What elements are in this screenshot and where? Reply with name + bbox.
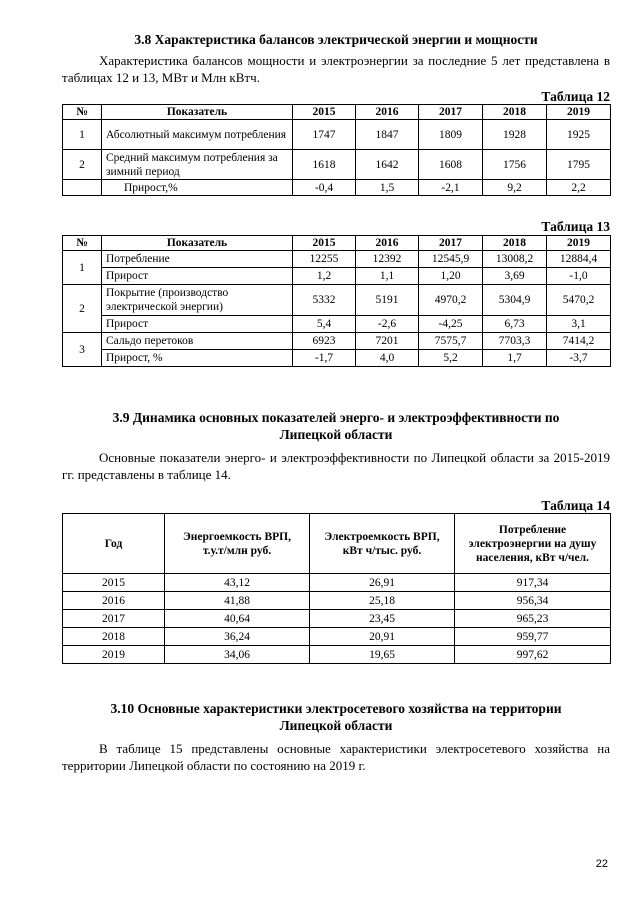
table-cell: 2018 [63,628,165,646]
table-row [63,268,611,285]
section-3-8-title: 3.8 Характеристика балансов электрической энергии и мощности [134,32,538,47]
table-header-cell: 2018 [483,105,547,120]
table-cell: 26,91 [310,574,455,592]
table-cell: Прирост,% [102,180,293,196]
table-cell: 12884,4 [547,251,611,268]
table-cell: 2016 [63,592,165,610]
table-cell: 956,34 [455,592,611,610]
table-cell: 5191 [356,285,419,316]
table-cell: 965,23 [455,610,611,628]
table-row [63,285,611,316]
table-header-cell: № [63,105,102,120]
table-header-cell: 2016 [356,236,419,251]
table-cell: 12392 [356,251,419,268]
table-cell: 12255 [293,251,356,268]
table-cell: 25,18 [310,592,455,610]
table-row [63,610,611,628]
table-cell: 5332 [293,285,356,316]
table-cell: 2017 [63,610,165,628]
table-row [63,316,611,333]
table-cell: 7703,3 [483,333,547,350]
table-header-cell: 2019 [547,105,611,120]
table-cell: 997,62 [455,646,611,664]
table-cell: 1618 [293,150,356,180]
table-cell: -4,25 [419,316,483,333]
table-header-cell: Потребление электроэнергии на душу населения, кВт ч/чел. [455,514,611,574]
table-cell: 3,69 [483,268,547,285]
table-cell: 2019 [63,646,165,664]
table-12-caption: Таблица 12 [541,89,610,104]
table-cell: 959,77 [455,628,611,646]
section-3-10-title-line1: 3.10 Основные характеристики электросетевого хозяйства на территории [110,701,562,716]
table-header-cell: 2018 [483,236,547,251]
table-header-cell: 2015 [293,236,356,251]
table-row [63,592,611,610]
page-number: 22 [595,858,608,870]
table-cell [63,180,102,196]
table-cell: 1925 [547,120,611,150]
table-cell: -2,1 [419,180,483,196]
section-3-10-title-line2: Липецкой области [279,718,393,733]
table-cell: 1795 [547,150,611,180]
section-3-10-text: В таблице 15 представлены основные характеристики электросетевого хозяйства на территории Липецкой области по состоянию на 2019 г. [62,741,610,773]
table-cell: 4,0 [356,350,419,367]
table-cell: 2015 [63,574,165,592]
table-cell: 2,2 [547,180,611,196]
table-cell: 43,12 [165,574,310,592]
table-cell: Средний максимум потребления за зимний период [102,150,293,180]
table-header-cell: Показатель [102,236,293,251]
table-row [63,251,611,268]
table-cell: 23,45 [310,610,455,628]
table-cell: Абсолютный максимум потребления [102,120,293,150]
section-3-9-text: Основные показатели энерго- и электроэффективности по Липецкой области за 2015-2019 гг. представлены в таблице 14. [62,450,610,482]
table-cell: 34,06 [165,646,310,664]
table-cell: 36,24 [165,628,310,646]
table-cell: 7575,7 [419,333,483,350]
section-3-9-title-line1: 3.9 Динамика основных показателей энерго- и электроэффективности по [112,410,560,425]
table-cell: 3,1 [547,316,611,333]
table-cell: 40,64 [165,610,310,628]
table-header-cell: Энергоемкость ВРП, т.у.т/млн руб. [165,514,310,574]
section-3-9-title [62,409,610,443]
table-cell: Покрытие (производство электрической энергии) [102,285,293,316]
table-header-cell: Показатель [102,105,293,120]
table-header-cell: Электроемкость ВРП, кВт ч/тыс. руб. [310,514,455,574]
table-cell: 1847 [356,120,419,150]
table-row [63,333,611,350]
table-cell: 6923 [293,333,356,350]
table-cell: Потребление [102,251,293,268]
table-row [63,150,611,180]
table-cell: 2 [63,285,102,333]
table-cell: 4970,2 [419,285,483,316]
table-cell: 1,20 [419,268,483,285]
table-13 [62,235,611,367]
table-cell: 9,2 [483,180,547,196]
table-cell: 1,7 [483,350,547,367]
table-cell: 1 [63,251,102,285]
table-cell: -1,0 [547,268,611,285]
table-cell: 1 [63,120,102,150]
section-3-8-text: Характеристика балансов мощности и электроэнергии за последние 5 лет представлена в таблицах 12 и 13, МВт и Млн кВтч. [62,53,610,85]
table-cell: Сальдо перетоков [102,333,293,350]
table-13-caption: Таблица 13 [541,219,610,234]
table-cell: 1608 [419,150,483,180]
table-14-caption: Таблица 14 [541,498,610,513]
table-cell: 12545,9 [419,251,483,268]
table-cell: 1,1 [356,268,419,285]
table-cell: 5304,9 [483,285,547,316]
table-14 [62,513,611,664]
table-cell: 5470,2 [547,285,611,316]
table-cell: Прирост [102,316,293,333]
table-row [63,120,611,150]
table-cell: 20,91 [310,628,455,646]
table-cell: 1,5 [356,180,419,196]
table-cell: 1,2 [293,268,356,285]
table-cell: -3,7 [547,350,611,367]
table-cell: -0,4 [293,180,356,196]
table-cell: 1809 [419,120,483,150]
table-cell: 5,2 [419,350,483,367]
table-header-cell: 2017 [419,236,483,251]
table-cell: 19,65 [310,646,455,664]
table-cell: 1642 [356,150,419,180]
table-header-cell: 2015 [293,105,356,120]
table-header-cell: 2017 [419,105,483,120]
table-header-cell: 2016 [356,105,419,120]
table-cell: Прирост, % [102,350,293,367]
table-cell: -2,6 [356,316,419,333]
table-12 [62,104,611,196]
table-cell: -1,7 [293,350,356,367]
table-cell: 7201 [356,333,419,350]
table-cell: 1756 [483,150,547,180]
table-cell: 1928 [483,120,547,150]
table-cell: 5,4 [293,316,356,333]
table-cell: 917,34 [455,574,611,592]
table-cell: 3 [63,333,102,367]
section-3-9-title-line2: Липецкой области [279,427,393,442]
table-row [63,646,611,664]
table-cell: 7414,2 [547,333,611,350]
table-cell: Прирост [102,268,293,285]
table-header-cell: Год [63,514,165,574]
table-cell: 1747 [293,120,356,150]
section-3-10-title [62,700,610,734]
table-row [63,574,611,592]
table-row [63,628,611,646]
table-header-cell: 2019 [547,236,611,251]
table-cell: 41,88 [165,592,310,610]
table-cell: 6,73 [483,316,547,333]
table-header-cell: № [63,236,102,251]
table-row [63,180,611,196]
table-cell: 13008,2 [483,251,547,268]
table-row [63,350,611,367]
table-cell: 2 [63,150,102,180]
